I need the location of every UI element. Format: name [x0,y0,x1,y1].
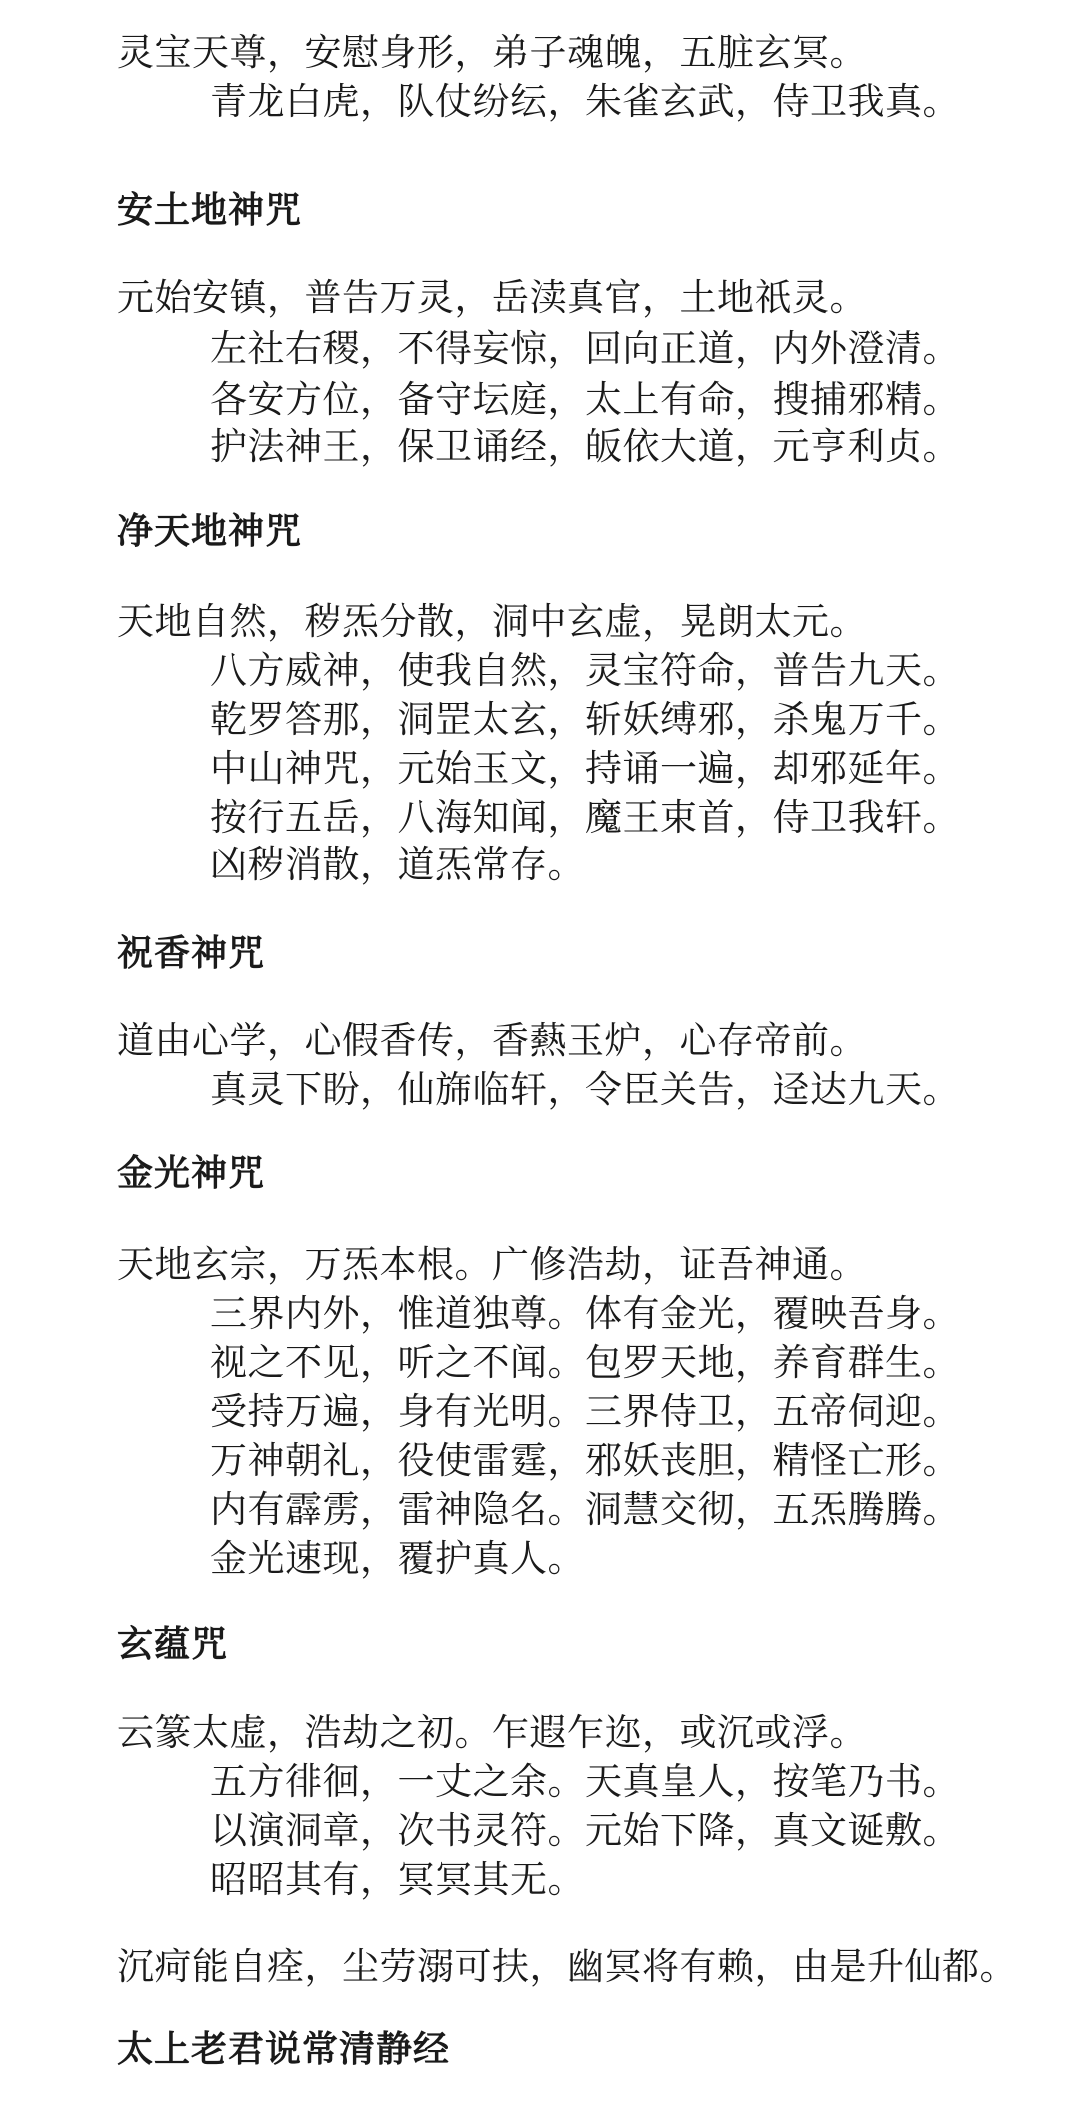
verse-line: 护法神王，保卫诵经，皈依大道，元亨利贞。 [210,425,960,468]
section-heading: 祝香神咒 [117,933,266,974]
verse-line: 受持万遍，身有光明。三界侍卫，五帝伺迎。 [210,1390,960,1433]
verse-line: 昭昭其有，冥冥其无。 [210,1858,585,1901]
section-heading: 安土地神咒 [117,190,303,231]
section-heading: 净天地神咒 [117,511,303,552]
verse-line: 灵宝天尊，安慰身形，弟子魂魄，五脏玄冥。 [117,31,867,74]
verse-line: 乾罗答那，洞罡太玄，斩妖缚邪，杀鬼万千。 [210,698,960,741]
verse-line: 视之不见，听之不闻。包罗天地，养育群生。 [210,1341,960,1384]
verse-line: 以演洞章，次书灵符。元始下降，真文诞敷。 [210,1809,960,1852]
verse-line: 金光速现，覆护真人。 [210,1537,585,1580]
section-heading: 玄蕴咒 [117,1624,229,1665]
verse-line: 各安方位，备守坛庭，太上有命，搜捕邪精。 [210,378,960,421]
verse-line: 按行五岳，八海知闻，魔王束首，侍卫我轩。 [210,796,960,839]
verse-line: 道由心学，心假香传，香爇玉炉，心存帝前。 [117,1019,867,1062]
verse-line: 天地自然，秽炁分散，洞中玄虚，晃朗太元。 [117,600,867,643]
verse-line: 青龙白虎，队仗纷纭，朱雀玄武，侍卫我真。 [210,80,960,123]
verse-line: 云篆太虚，浩劫之初。乍遐乍迩，或沉或浮。 [117,1711,867,1754]
verse-line: 八方威神，使我自然，灵宝符命，普告九天。 [210,649,960,692]
verse-line: 万神朝礼，役使雷霆，邪妖丧胆，精怪亡形。 [210,1439,960,1482]
section-heading: 太上老君说常清静经 [117,2029,451,2070]
verse-line: 元始安镇，普告万灵，岳渎真官，土地祇灵。 [117,276,867,319]
verse-line: 真灵下盼，仙旆临轩，令臣关告，迳达九天。 [210,1068,960,1111]
verse-line: 内有霹雳，雷神隐名。洞慧交彻，五炁腾腾。 [210,1488,960,1531]
section-heading: 金光神咒 [117,1153,266,1194]
verse-line: 五方徘徊，一丈之余。天真皇人，按笔乃书。 [210,1760,960,1803]
verse-line: 左社右稷，不得妄惊，回向正道，内外澄清。 [210,327,960,370]
verse-line: 凶秽消散，道炁常存。 [210,843,585,886]
verse-line: 天地玄宗，万炁本根。广修浩劫，证吾神通。 [117,1243,867,1286]
verse-line: 沉疴能自痊，尘劳溺可扶，幽冥将有赖，由是升仙都。 [117,1945,1017,1988]
verse-line: 三界内外，惟道独尊。体有金光，覆映吾身。 [210,1292,960,1335]
verse-line: 中山神咒，元始玉文，持诵一遍，却邪延年。 [210,747,960,790]
